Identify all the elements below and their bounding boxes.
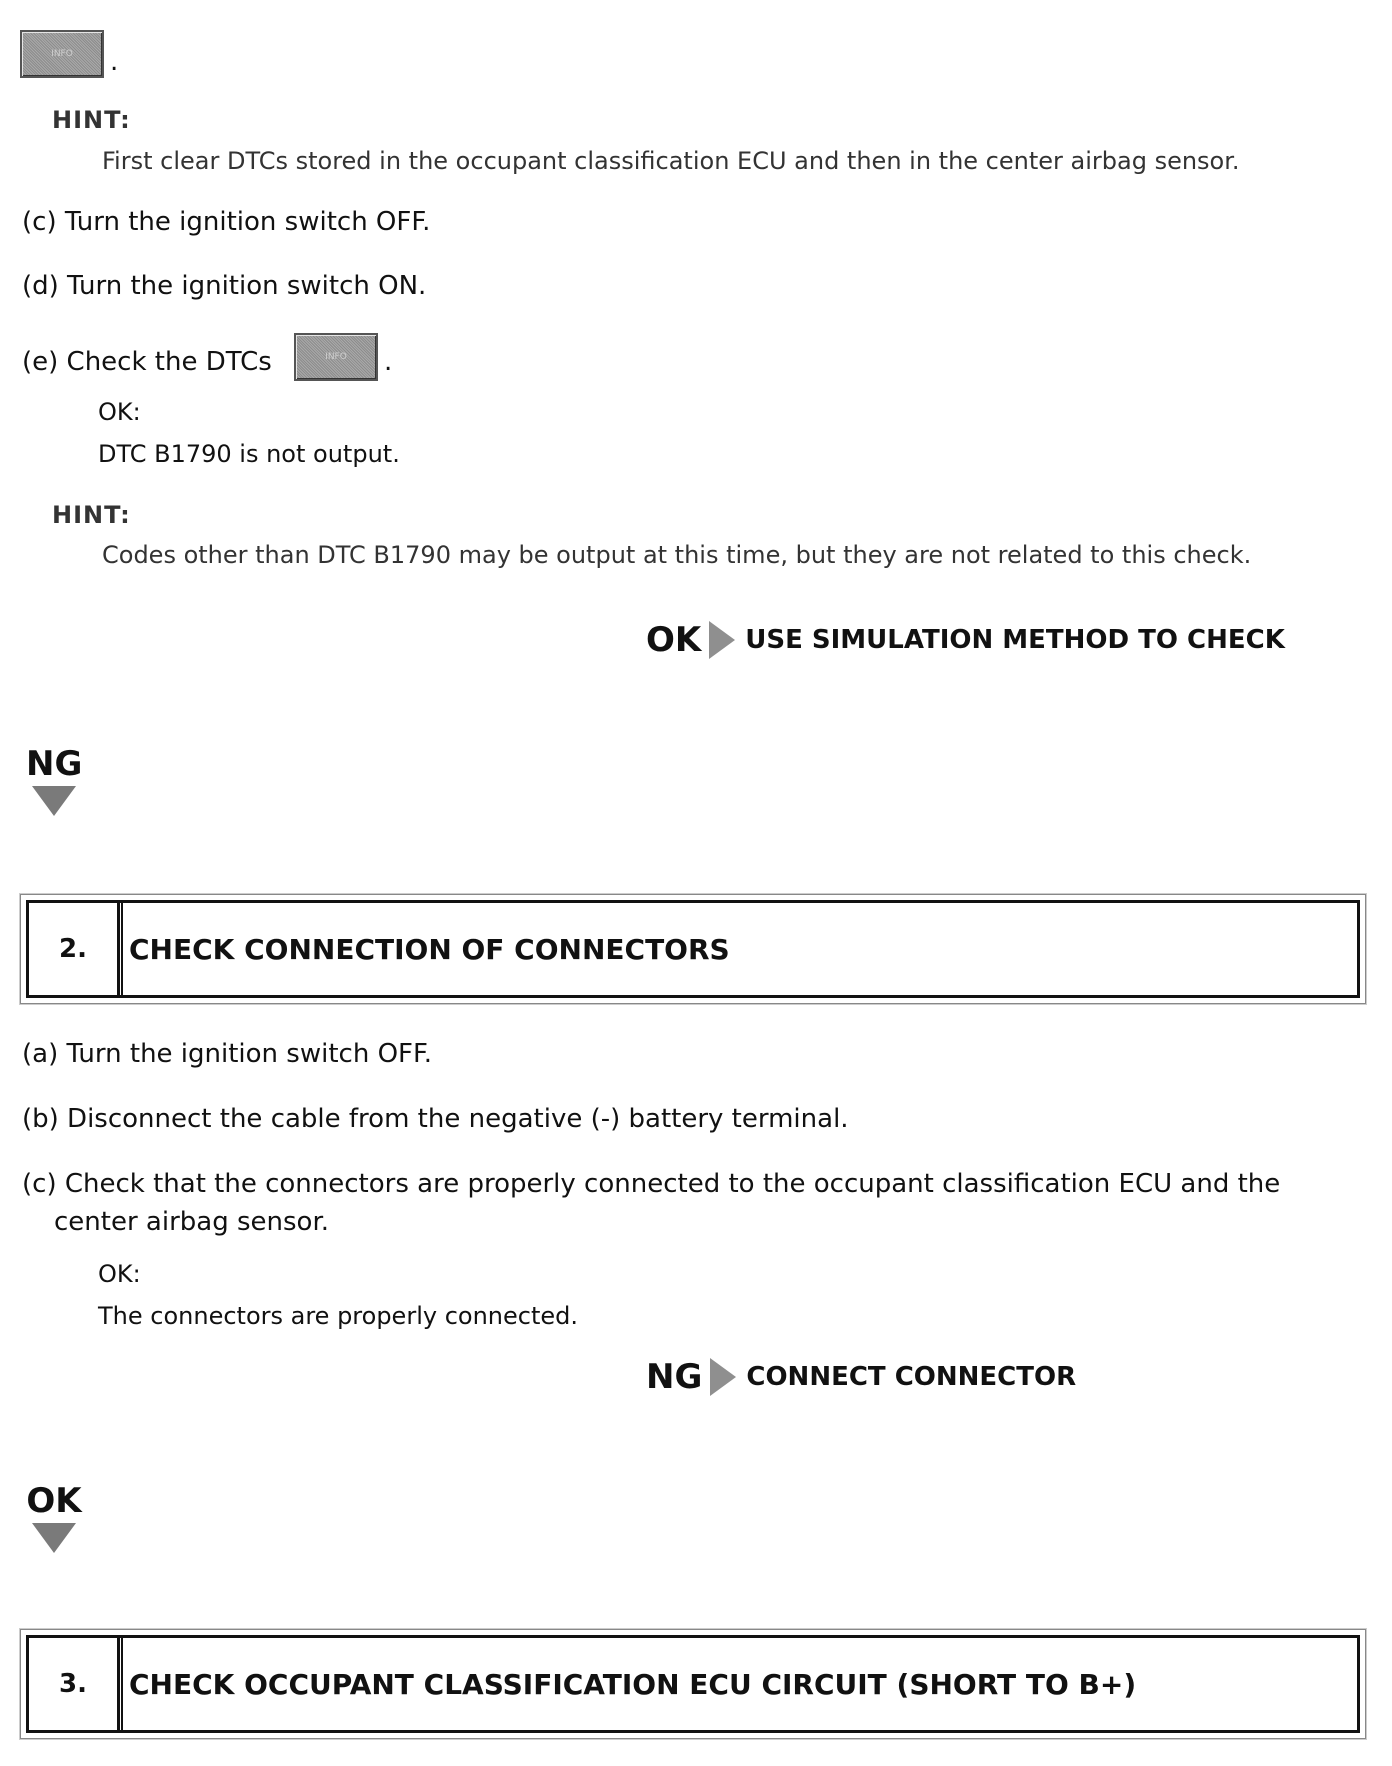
ok-text-1: DTC B1790 is not output. bbox=[98, 440, 400, 468]
step-3-title: CHECK OCCUPANT CLASSIFICATION ECU CIRCUIT (SHORT TO B+) bbox=[129, 1667, 1137, 1701]
step-e-text: (e) Check the DTCs bbox=[22, 347, 272, 377]
right-arrow-icon bbox=[709, 621, 735, 659]
step2-a-text: (a) Turn the ignition switch OFF. bbox=[22, 1039, 433, 1069]
step-d-text: (d) Turn the ignition switch ON. bbox=[22, 271, 427, 301]
hint-title-1: HINT: bbox=[52, 106, 131, 134]
flow-down-ok bbox=[24, 1483, 84, 1553]
step-c-text: (c) Turn the ignition switch OFF. bbox=[22, 207, 431, 237]
step2-b-text: (b) Disconnect the cable from the negative (-) battery terminal. bbox=[22, 1104, 849, 1134]
result-text-simulation: USE SIMULATION METHOD TO CHECK bbox=[745, 625, 1285, 655]
right-arrow-icon bbox=[710, 1358, 736, 1396]
step-2-header bbox=[20, 894, 1366, 1004]
result-key-ok: OK bbox=[646, 620, 702, 660]
step-2-divider bbox=[121, 903, 123, 995]
result-text-connect: CONNECT CONNECTOR bbox=[746, 1362, 1077, 1392]
result-key-ng: NG bbox=[646, 1357, 703, 1397]
hint-title-2: HINT: bbox=[52, 501, 131, 529]
down-arrow-icon bbox=[32, 786, 76, 816]
hint-text-2: Codes other than DTC B1790 may be output at this time, but they are not related to this check. bbox=[102, 541, 1252, 569]
ok-text-2: The connectors are properly connected. bbox=[98, 1302, 578, 1330]
ok-label-2: OK: bbox=[98, 1260, 141, 1288]
step2-c-text-line1: (c) Check that the connectors are properly connected to the occupant classification ECU and the bbox=[22, 1169, 1281, 1199]
info-button-top[interactable]: INFO bbox=[20, 30, 104, 78]
ok-label-1: OK: bbox=[98, 398, 141, 426]
down-arrow-icon bbox=[32, 1523, 76, 1553]
flow-key-ok: OK bbox=[26, 1481, 82, 1521]
result-ok-simulation[interactable] bbox=[646, 620, 1285, 660]
flow-key-ng: NG bbox=[26, 744, 83, 784]
step-2-number: 2. bbox=[29, 903, 120, 995]
step-3-divider bbox=[121, 1638, 123, 1730]
flow-down-ng bbox=[26, 746, 82, 816]
step-2-title: CHECK CONNECTION OF CONNECTORS bbox=[129, 932, 730, 966]
info-button-check-dtcs-suffix: . bbox=[384, 347, 393, 377]
hint-text-1: First clear DTCs stored in the occupant classification ECU and then in the center airbag sensor. bbox=[102, 147, 1240, 175]
step-3-number: 3. bbox=[29, 1638, 120, 1730]
info-button-top-suffix: . bbox=[110, 47, 119, 77]
info-button-check-dtcs[interactable]: INFO bbox=[294, 333, 378, 381]
step-3-header bbox=[20, 1629, 1366, 1739]
result-ng-connect[interactable] bbox=[646, 1357, 1076, 1397]
step2-c-text-line2: center airbag sensor. bbox=[54, 1207, 330, 1237]
